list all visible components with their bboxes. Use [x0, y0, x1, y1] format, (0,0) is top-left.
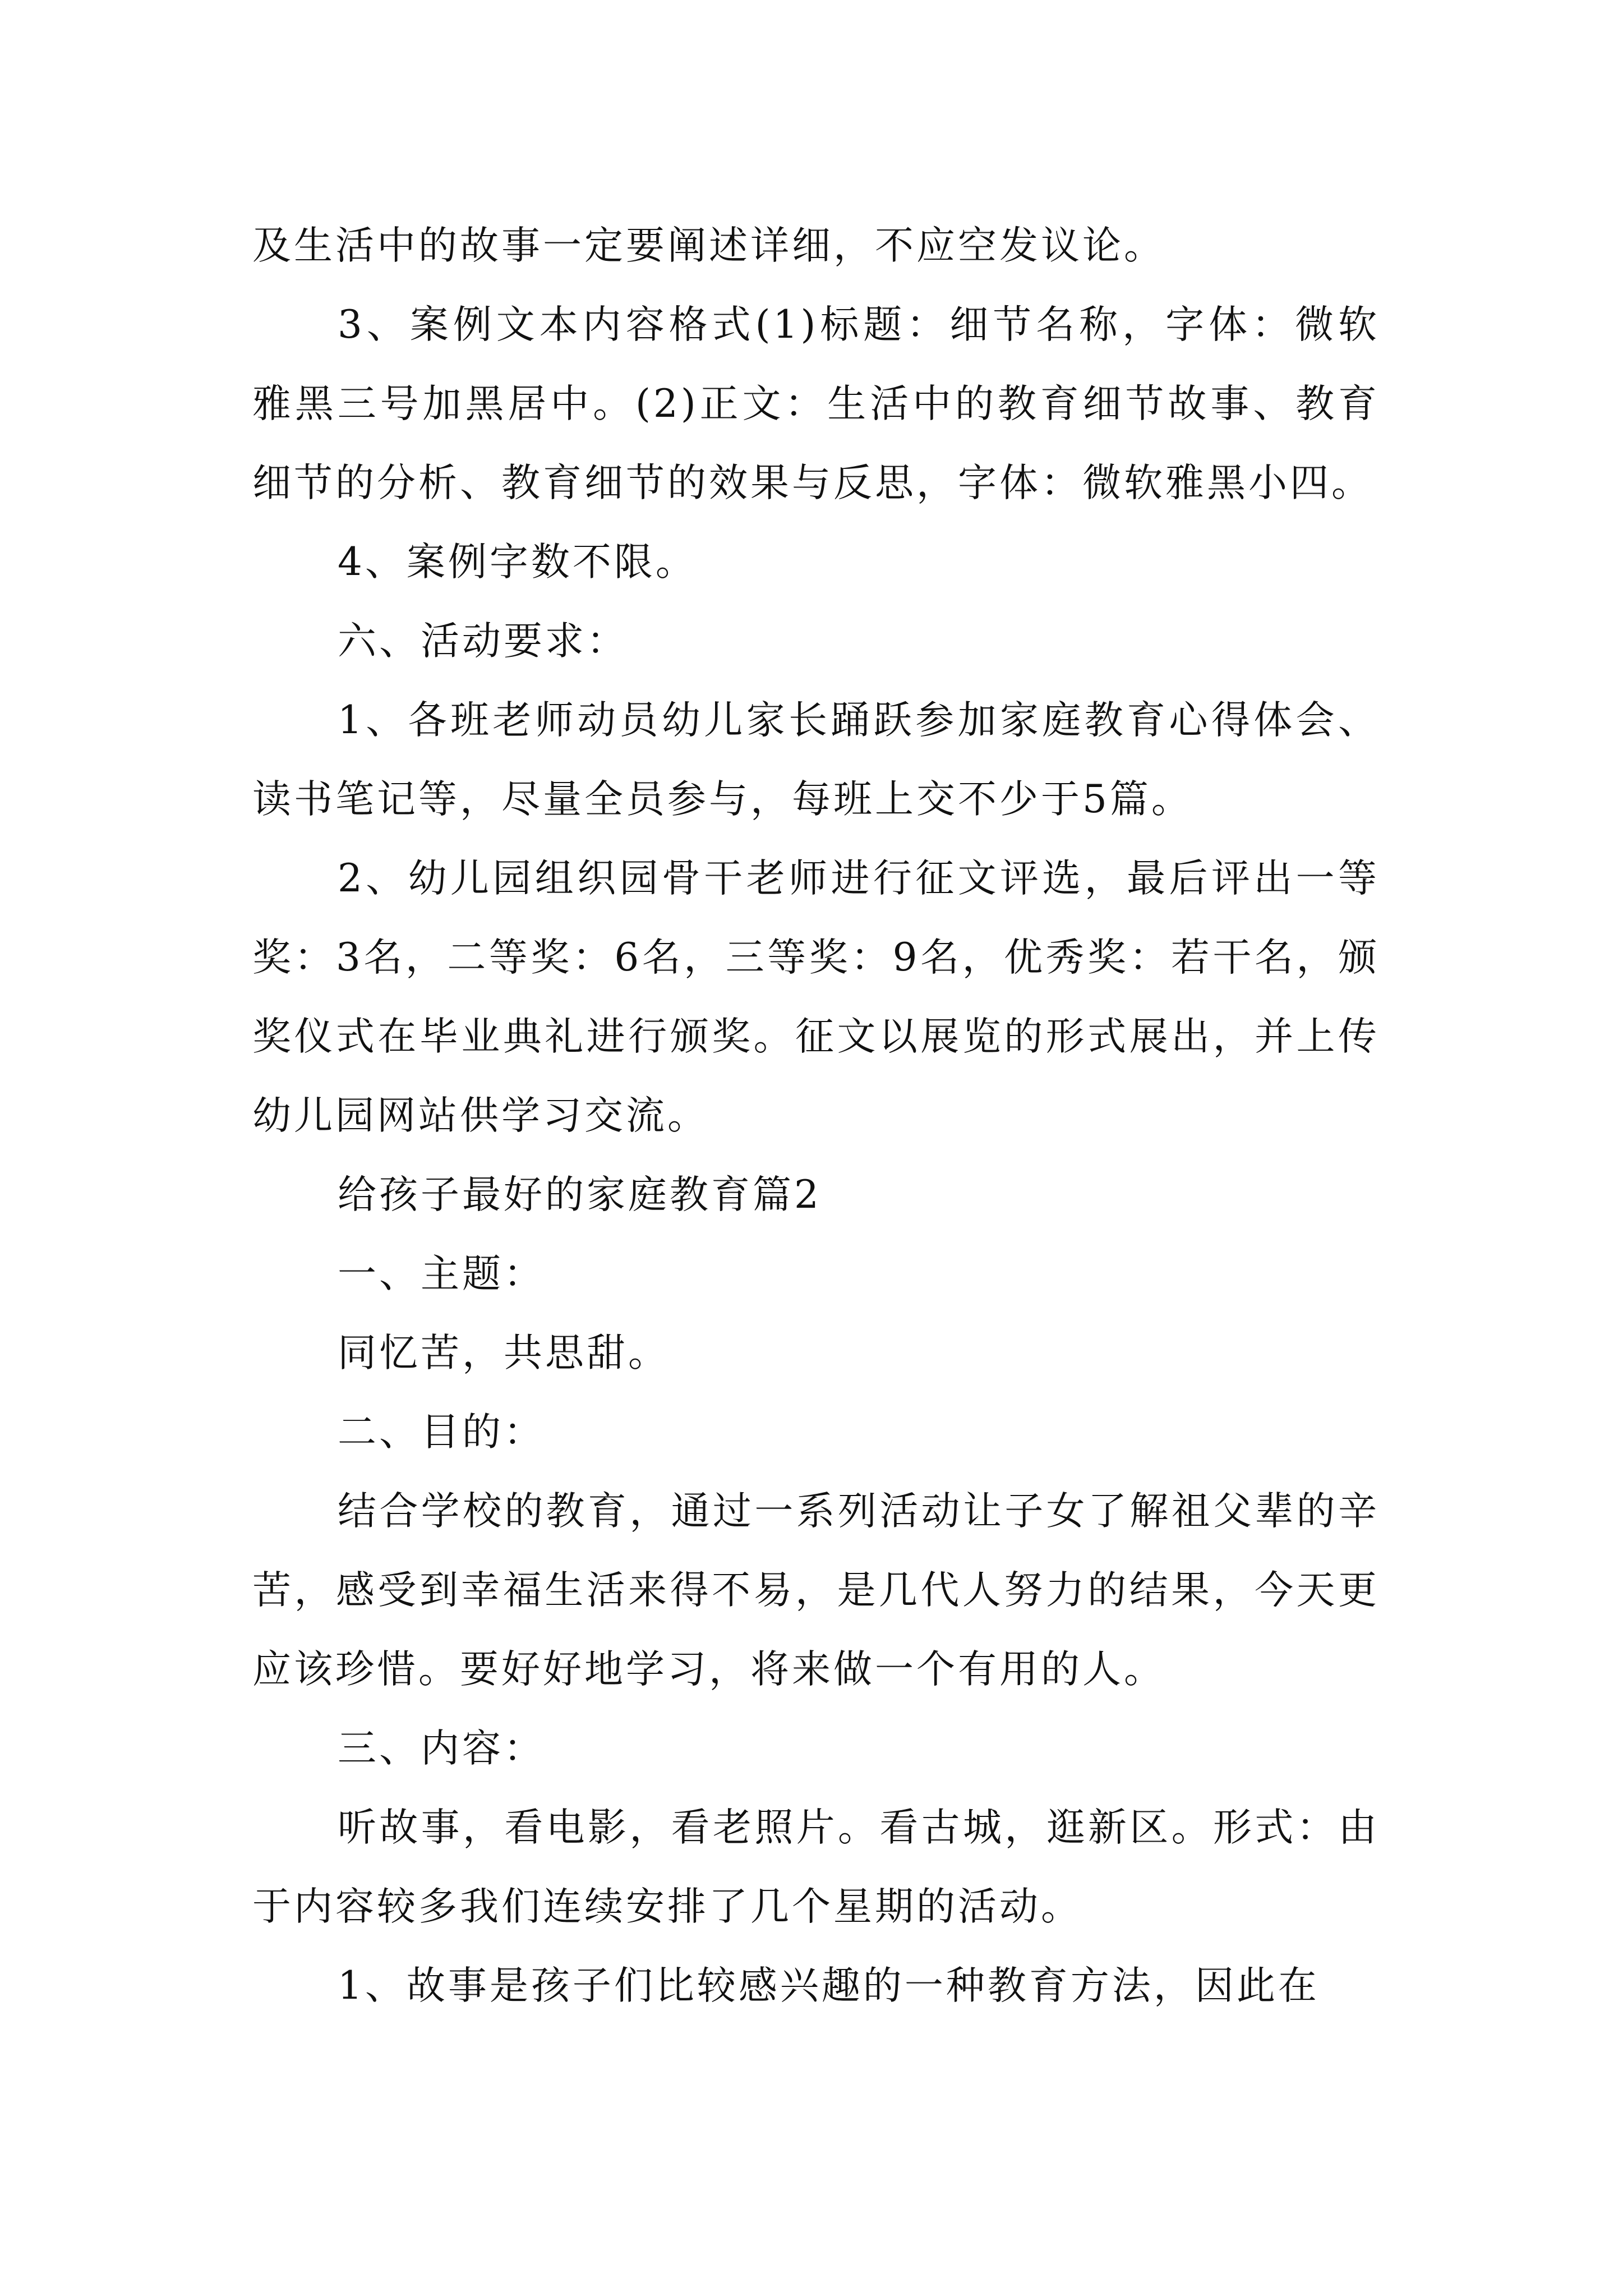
paragraph-requirement-2: 2、幼儿园组织园骨干老师进行征文评选，最后评出一等奖：3名，二等奖：6名，三等奖：9名，优秀奖：若干名，颁奖仪式在毕业典礼进行颁奖。征文以展览的形式展出，并上传幼儿园网站供学习交流。	[252, 856, 1380, 1138]
paragraph-purpose: 结合学校的教育，通过一系列活动让子女了解祖父辈的辛苦，感受到幸福生活来得不易，是几代人努力的结果，今天更应该珍惜。要好好地学习，将来做一个有用的人。	[252, 1489, 1380, 1692]
paragraph-requirement-1: 1、各班老师动员幼儿家长踊跃参加家庭教育心得体会、读书笔记等，尽量全员参与，每班上交不少于5篇。	[252, 698, 1380, 822]
paragraph-continuation: 及生活中的故事一定要阐述详细，不应空发议论。	[252, 223, 1165, 268]
section-heading-purpose: 二、目的：	[338, 1410, 545, 1455]
paragraph-case-format: 3、案例文本内容格式(1)标题：细节名称，字体：微软雅黑三号加黑居中。(2)正文：生活中的教育细节故事、教育细节的分析、教育细节的效果与反思，字体：微软雅黑小四。	[252, 302, 1380, 505]
section-heading-requirements: 六、活动要求：	[338, 619, 628, 664]
article-title: 给孩子最好的家庭教育篇2	[338, 1172, 822, 1217]
paragraph-story: 1、故事是孩子们比较感兴趣的一种教育方法，因此在	[338, 1963, 1320, 2008]
section-heading-content: 三、内容：	[338, 1726, 545, 1771]
paragraph-content: 听故事，看电影，看老照片。看古城，逛新区。形式：由于内容较多我们连续安排了几个星期的活动。	[252, 1805, 1380, 1929]
section-heading-theme: 一、主题：	[338, 1251, 545, 1296]
document-body	[252, 206, 1380, 2026]
paragraph-theme: 同忆苦，共思甜。	[338, 1331, 670, 1375]
paragraph-word-count: 4、案例字数不限。	[338, 540, 697, 585]
